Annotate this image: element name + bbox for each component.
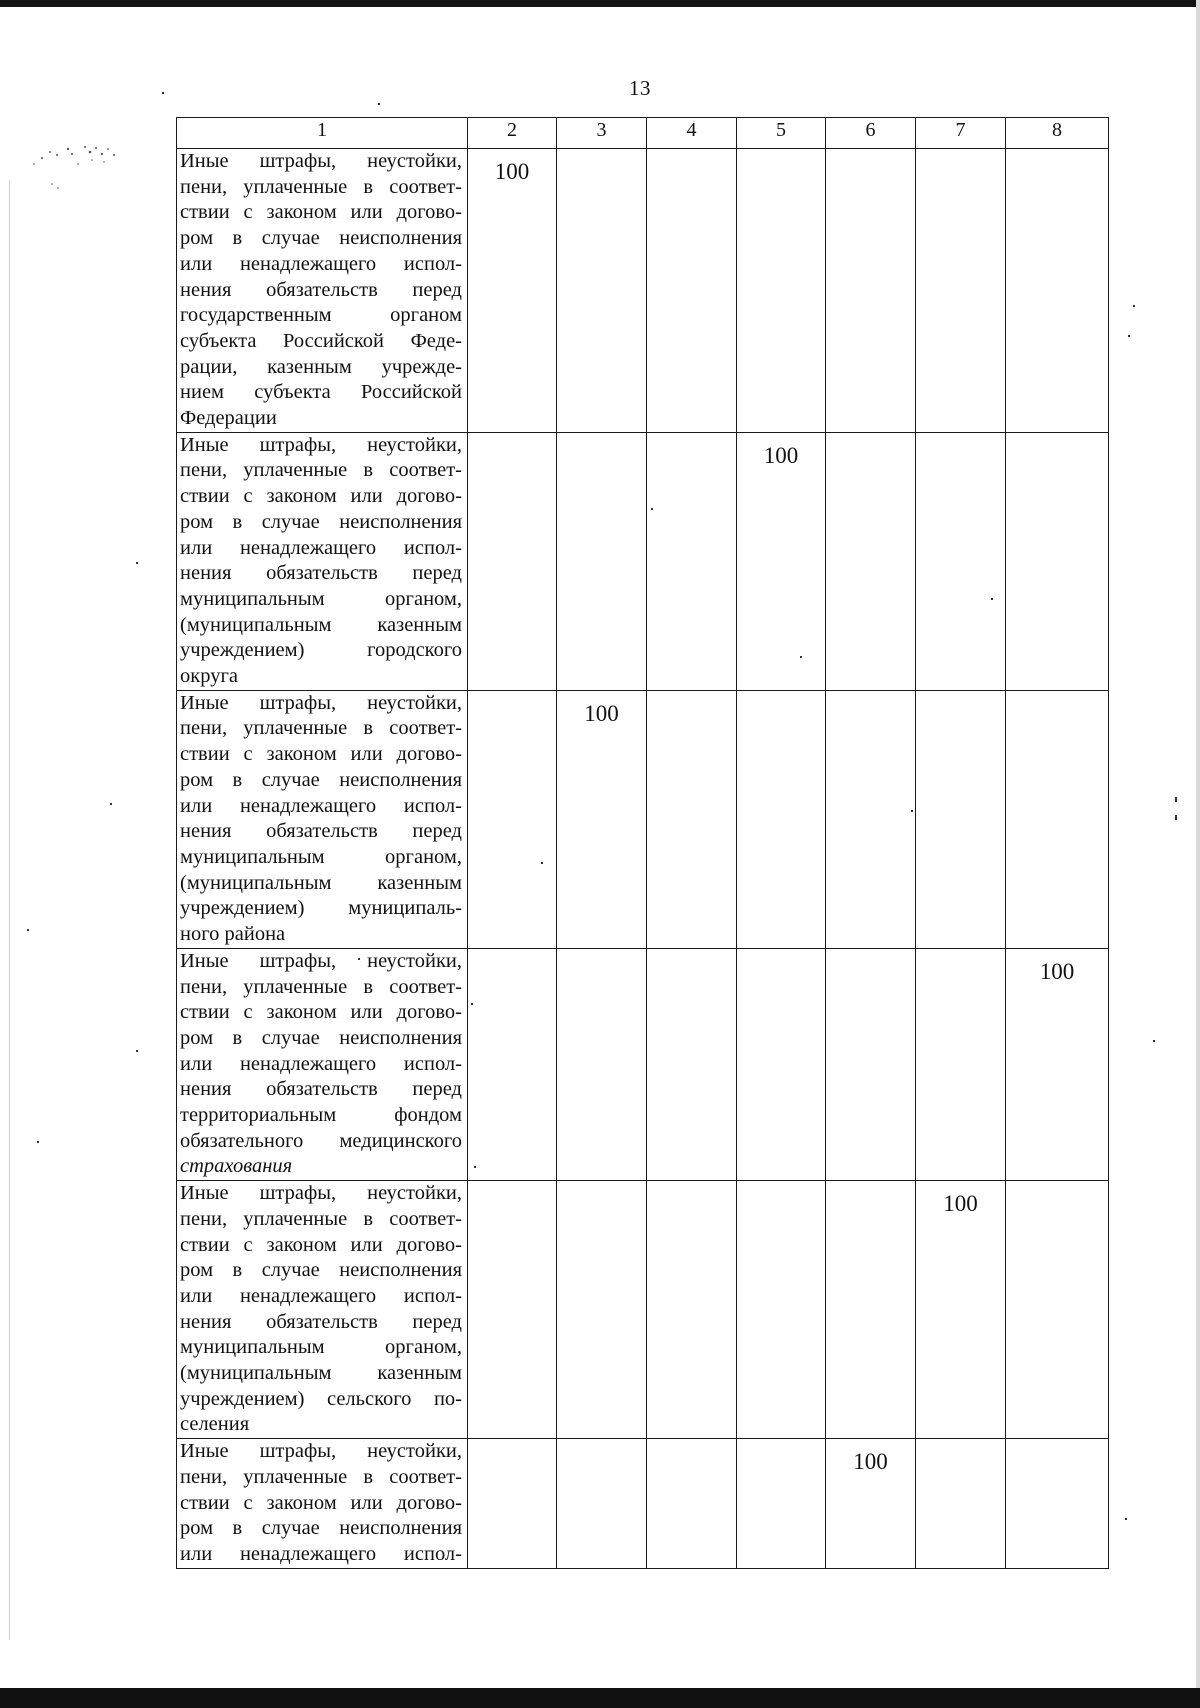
scan-speck [136,1050,138,1052]
scan-speck [162,92,164,94]
column-header: 5 [737,118,826,149]
payment-description-cell [177,1439,468,1569]
description-line: Федерации [180,407,277,430]
description-line: (муниципальным казенным [180,1362,462,1385]
scan-speck [27,929,29,931]
description-line: или ненадлежащего испол- [180,1284,462,1307]
column-header: 4 [647,118,737,149]
table-header-row [177,118,1109,149]
percent-value-cell [737,1439,826,1569]
percent-value-cell [557,149,647,433]
percent-value-cell [647,432,737,690]
description-line: ром в случае неисполнения [180,510,462,533]
description-line: или ненадлежащего испол- [180,1052,462,1075]
percent-value-cell [1006,1181,1109,1439]
description-line: округа [180,665,238,688]
percent-value-cell [468,1181,557,1439]
description-line: ствии с законом или догово- [180,743,462,766]
payment-description-cell [177,432,468,690]
payment-description-cell [177,149,468,433]
percent-value-cell [1006,1439,1109,1569]
description-line: или ненадлежащего испол- [180,536,462,559]
percent-value-cell [557,1181,647,1439]
percent-value-cell [737,149,826,433]
percent-value-cell [916,1439,1006,1569]
percent-value-cell [737,1181,826,1439]
description-line: нения обязательств перед [180,562,462,585]
column-header: 1 [177,118,468,149]
column-header: 2 [468,118,557,149]
description-line: государственным органом [180,304,462,327]
column-header: 6 [826,118,916,149]
page-number: 13 [629,76,651,100]
scan-speck [1133,305,1135,307]
table-row [177,149,1109,433]
description-line: Иные штрафы, неустойки, [180,691,462,714]
description-line: ром в случае неисполнения [180,768,462,791]
percent-value-cell [1006,149,1109,433]
percent-value-cell [916,690,1006,948]
fines-distribution-table [176,117,1109,1569]
description-line: нения обязательств перед [180,820,462,843]
table-body [177,149,1109,1569]
description-line: ром в случае неисполнения [180,1259,462,1282]
scan-speck [1175,797,1177,802]
description-line: нения обязательств перед [180,1310,462,1333]
percent-value-cell [647,1439,737,1569]
payment-description-cell [177,1181,468,1439]
percent-value-cell [647,1181,737,1439]
table-row [177,948,1109,1180]
percent-value-cell [468,948,557,1180]
percent-value-cell: 100 [916,1181,1006,1439]
column-header: 7 [916,118,1006,149]
description-line: страхования [180,1155,293,1178]
payment-description-cell [177,948,468,1180]
description-line: территориальным фондом [180,1104,462,1127]
scan-edge-left [9,180,10,1640]
description-line: учреждением) городского [180,639,462,662]
percent-value-cell [826,432,916,690]
description-line: ром в случае неисполнения [180,1517,462,1540]
description-line: пени, уплаченные в соответ- [180,975,462,998]
percent-value-cell [557,948,647,1180]
scan-border-bottom [0,1688,1200,1708]
description-line: субъекта Российской Феде- [180,329,462,352]
description-line: ствии с законом или догово- [180,485,462,508]
scan-border-right [1196,0,1200,1708]
description-line: муниципальным органом, [180,1336,462,1359]
percent-value-cell [1006,690,1109,948]
scan-speck [1128,335,1130,337]
percent-value-cell [737,690,826,948]
description-line: Иные штрафы, неустойки, [180,150,462,172]
percent-value-cell [647,948,737,1180]
scan-speck [110,803,112,805]
description-line: Иные штрафы, неустойки, [180,433,462,456]
percent-value-cell [826,948,916,1180]
percent-value-cell [557,1439,647,1569]
description-line: рации, казенным учрежде- [180,355,462,378]
column-header: 3 [557,118,647,149]
description-line: (муниципальным казенным [180,613,462,636]
percent-value-cell [916,149,1006,433]
percent-value-cell [826,1181,916,1439]
table-row [177,1439,1109,1569]
description-line: или ненадлежащего испол- [180,1542,462,1565]
description-line: ствии с законом или догово- [180,201,462,224]
percent-value-cell: 100 [737,432,826,690]
scan-speck [1125,1518,1127,1520]
description-line: Иные штрафы, неустойки, [180,1182,462,1205]
description-line: пени, уплаченные в соответ- [180,1207,462,1230]
description-line: нения обязательств перед [180,278,462,301]
description-line: нием субъекта Российской [180,381,462,404]
percent-value-cell [468,432,557,690]
description-line: муниципальным органом, [180,845,462,868]
description-line: селения [180,1413,250,1436]
description-line: ром в случае неисполнения [180,227,462,250]
scan-speck [136,562,138,564]
percent-value-cell [557,432,647,690]
percent-value-cell [826,690,916,948]
percent-value-cell: 100 [557,690,647,948]
scan-smudge [30,140,130,200]
description-line: пени, уплаченные в соответ- [180,1465,462,1488]
percent-value-cell [647,149,737,433]
table-row [177,432,1109,690]
description-line: пени, уплаченные в соответ- [180,175,462,198]
description-line: обязательного медицинского [180,1129,462,1152]
description-line: ствии с законом или догово- [180,1491,462,1514]
percent-value-cell [916,432,1006,690]
table-row [177,1181,1109,1439]
percent-value-cell [916,948,1006,1180]
description-line: ного района [180,923,286,946]
description-line: учреждением) муниципаль- [180,897,462,920]
description-line: пени, уплаченные в соответ- [180,717,462,740]
description-line: Иные штрафы, неустойки, [180,949,462,972]
scan-speck [1153,1040,1155,1042]
percent-value-cell [468,690,557,948]
table-row [177,690,1109,948]
description-line: Иные штрафы, неустойки, [180,1440,462,1463]
scan-speck [1175,815,1177,820]
description-line: (муниципальным казенным [180,871,462,894]
percent-value-cell: 100 [826,1439,916,1569]
percent-value-cell [826,149,916,433]
column-header: 8 [1006,118,1109,149]
description-line: нения обязательств перед [180,1078,462,1101]
payment-description-cell [177,690,468,948]
percent-value-cell [647,690,737,948]
percent-value-cell: 100 [1006,948,1109,1180]
percent-value-cell [468,1439,557,1569]
description-line: ствии с законом или догово- [180,1001,462,1024]
description-line: учреждением) сельского по- [180,1387,462,1410]
percent-value-cell: 100 [468,149,557,433]
description-line: или ненадлежащего испол- [180,794,462,817]
description-line: или ненадлежащего испол- [180,252,462,275]
percent-value-cell [1006,432,1109,690]
scan-speck [37,1141,39,1143]
scan-speck [378,103,380,105]
description-line: ром в случае неисполнения [180,1026,462,1049]
description-line: муниципальным органом, [180,587,462,610]
description-line: пени, уплаченные в соответ- [180,459,462,482]
percent-value-cell [737,948,826,1180]
description-line: ствии с законом или догово- [180,1233,462,1256]
scan-border-top [0,0,1200,7]
